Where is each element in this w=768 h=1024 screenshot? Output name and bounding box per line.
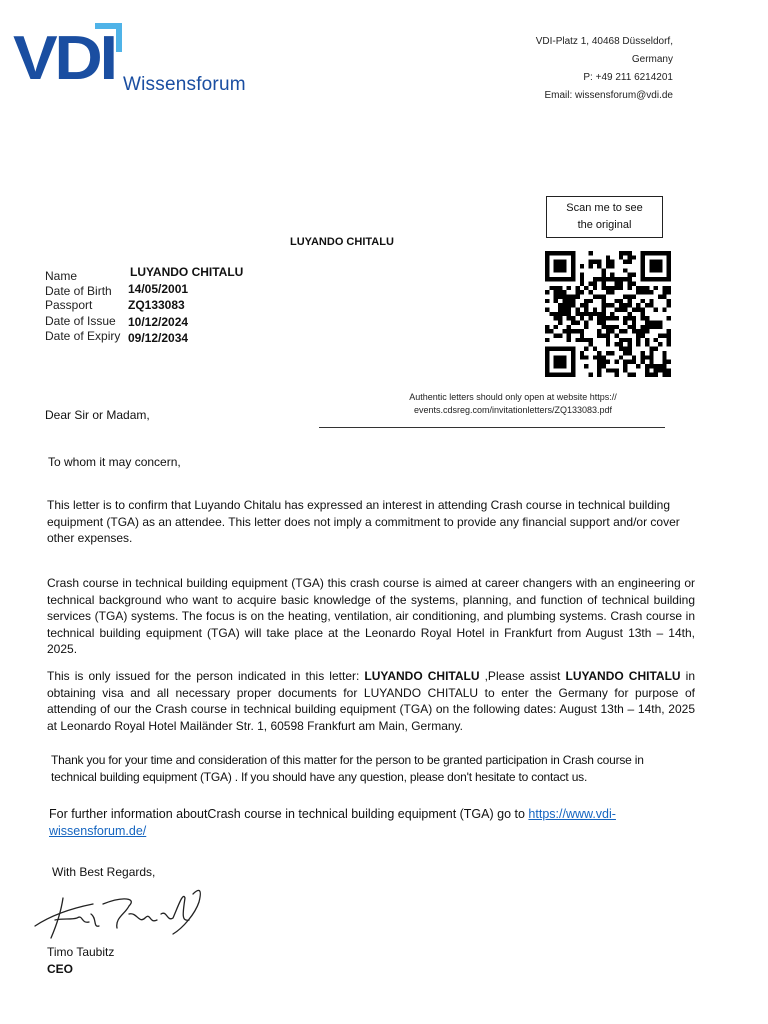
issue-label: Date of Issue	[45, 314, 116, 328]
closing: With Best Regards,	[52, 865, 156, 879]
auth-line2: events.cdsreg.com/invitationletters/ZQ133083.pdf	[413, 405, 613, 415]
auth-line1: Authentic letters should only open at website https://	[409, 392, 617, 402]
address-line2: Germany	[631, 54, 673, 65]
authenticity-note	[388, 391, 638, 417]
issue-value: 10/12/2024	[128, 315, 189, 329]
logo-subtitle: Wissensforum	[123, 74, 246, 95]
expiry-value: 09/12/2034	[128, 331, 189, 345]
divider-line	[319, 427, 665, 428]
visa-text-2: ,Please assist	[479, 669, 566, 683]
dob-label: Date of Birth	[45, 284, 112, 298]
expiry-label: Date of Expiry	[45, 329, 121, 343]
signature	[33, 884, 213, 944]
paragraph-visa-request	[47, 668, 695, 734]
to-whom: To whom it may concern,	[48, 455, 181, 469]
name-value: LUYANDO CHITALU	[130, 265, 244, 279]
visa-text-1: This is only issued for the person indicated in this letter:	[47, 669, 365, 683]
logo-corner-mark	[95, 22, 123, 52]
visa-name-bold-2: LUYANDO CHITALU	[565, 669, 681, 683]
passport-value: ZQ133083	[128, 298, 185, 312]
name-label: Name	[45, 269, 78, 283]
passport-label: Passport	[45, 298, 93, 312]
heading-name: LUYANDO CHITALU	[290, 236, 394, 248]
address-line1: VDI-Platz 1, 40468 Düsseldorf,	[535, 36, 673, 47]
signer-title: CEO	[47, 962, 74, 976]
paragraph-thanks: Thank you for your time and consideration of this matter for the person to be granted participation in Crash course in technical building equipment (TGA) . If you should have any question, please don't hesitate to contact us.	[51, 753, 644, 784]
salutation: Dear Sir or Madam,	[45, 408, 150, 422]
scan-line1: Scan me to see	[566, 202, 643, 214]
scan-line2: the original	[577, 219, 632, 231]
website-link[interactable]: https://www.vdi-wissensforum.de/	[49, 807, 616, 838]
signer-name: Timo Taubitz	[47, 945, 115, 959]
address-email: Email: wissensforum@vdi.de	[544, 90, 673, 101]
dob-value: 14/05/2001	[128, 282, 189, 296]
scan-note-box	[546, 196, 663, 238]
visa-name-bold-1: LUYANDO CHITALU	[364, 669, 480, 683]
vdi-logo-text: VDI	[13, 24, 115, 93]
paragraph-course-description: Crash course in technical building equipment (TGA) this crash course is aimed at career changers with an engineering or technical background who want to acquire basic knowledge of the systems, planning, and function of technical building services (TGA) systems. The focus is on the heating, ventilation, air conditioning, and plumbing systems. Crash course in technical building equipment (TGA) will take place at the Leonardo Royal Hotel in Frankfurt from August 13th – 14th, 2025.	[47, 576, 695, 657]
visa-text-3: in obtaining visa and all necessary proper documents for LUYANDO CHITALU to enter the Germany for purpose of attending of our the Crash course in technical building equipment (TGA) on the following dates: August 13th – 14th, 2025 at Leonardo Royal Hotel Mailänder Str. 1, 60598 Frankfurt am Main, Germany.	[47, 669, 696, 733]
paragraph-further-info	[49, 806, 689, 839]
further-info-text: For further information aboutCrash course in technical building equipment (TGA) go to	[49, 807, 529, 821]
qr-code[interactable]	[545, 250, 671, 378]
address-block	[536, 33, 673, 105]
paragraph-confirmation: This letter is to confirm that Luyando Chitalu has expressed an interest in attending Crash course in technical building equipment (TGA) as an attendee. This letter does not imply a commitment to provide any financial support and/or cover other expenses.	[47, 498, 680, 546]
address-phone: P: +49 211 6214201	[583, 72, 673, 83]
